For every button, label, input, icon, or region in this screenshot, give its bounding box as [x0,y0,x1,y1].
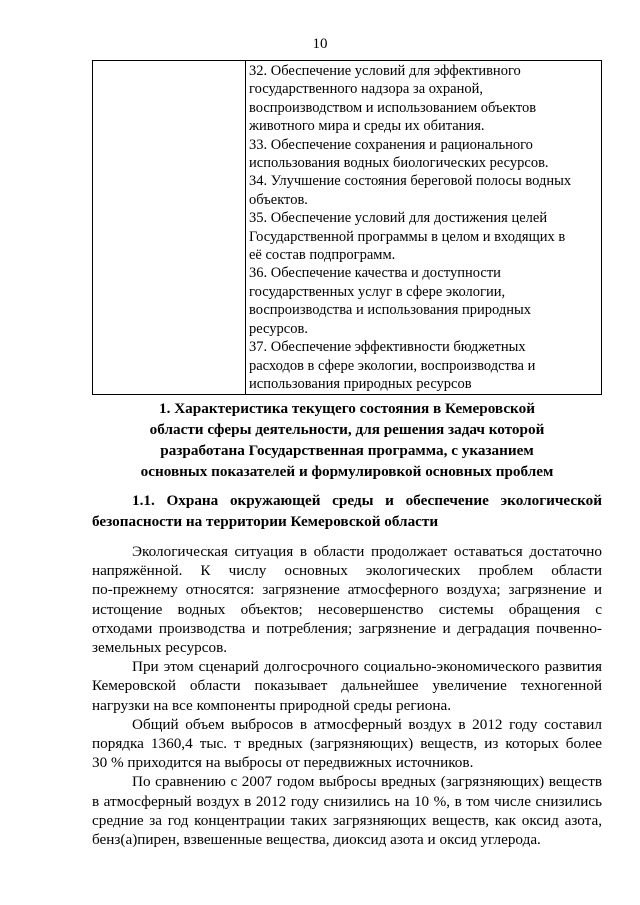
section-heading-line: разработана Государственная программа, с указанием [160,442,534,459]
section-heading-line: 1. Характеристика текущего состояния в Кемеровской [159,400,535,417]
page-number: 10 [312,36,328,52]
paragraph-line: Экологическая ситуация в области продолжает оставаться достаточно [132,543,602,560]
goal-line: государственного надзора за охраной, [249,81,484,98]
paragraph-line: 30 % приходится на выбросы от передвижных источников. [92,754,474,772]
section-heading-line: области сферы деятельности, для решения задач которой [149,421,545,438]
paragraph-line: земельных ресурсов. [92,639,228,657]
paragraph-line: порядка 1360,4 тыс. т вредных (загрязняющих) веществ, из которых более [92,735,602,753]
paragraph-line: При этом сценарий долгосрочного социально-экономического развития [132,658,602,676]
goal-line: 35. Обеспечение условий для достижения целей [249,210,548,227]
goal-line: животного мира и среды их обитания. [249,118,485,135]
paragraph-line: отходами производства и потребления; загрязнение и деградация почвенно- [92,619,602,637]
goal-line: расходов в сфере экологии, воспроизводства и [249,357,536,374]
paragraph-line: По сравнению с 2007 годом выбросы вредных (загрязняющих) веществ [132,773,602,791]
table-row [93,61,602,395]
goal-line: 34. Улучшение состояния береговой полосы водных [249,173,572,190]
goal-line: использования природных ресурсов [249,375,472,392]
goal-line: 32. Обеспечение условий для эффективного [249,63,521,79]
goal-line: 36. Обеспечение качества и доступности [249,265,501,282]
goal-line: государственных услуг в сфере экологии, [249,283,506,300]
paragraph-line: в атмосферный воздух в 2012 году снизились на 10 %, в том числе снизились [92,792,602,810]
goal-line: 37. Обеспечение эффективности бюджетных [249,339,526,356]
paragraph-line: нагрузки на все компоненты природной среды региона. [92,696,452,714]
goal-line: воспроизводством и использованием объектов [249,99,537,116]
goal-line: 33. Обеспечение сохранения и рационального [249,136,533,153]
goal-line: воспроизводства и использования природных [249,302,532,319]
paragraph-line: Общий объем выбросов в атмосферный воздух в 2012 году составил [132,715,602,733]
table-cell-empty [93,61,246,395]
body-text [92,542,602,849]
paragraph-line: бенз(а)пирен, взвешенные вещества, диоксид азота и оксид углерода. [92,831,541,849]
goal-line: её состав подпрограмм. [249,247,396,264]
goal-line: ресурсов. [249,320,308,337]
goal-line: использования водных биологических ресурсов. [249,155,549,172]
subsection-heading-line: безопасности на территории Кемеровской области [92,513,439,530]
paragraph-line: по-прежнему относятся: загрязнение атмосферного воздуха; загрязнение и [92,581,602,599]
paragraph [92,715,602,773]
goals-table [92,60,602,395]
goal-line: объектов. [249,191,308,208]
paragraph [92,657,602,715]
paragraph-line: Кемеровской области показывает дальнейшее увеличение техногенной [92,677,602,695]
section-heading-line: основных показателей и формулировкой основных проблем [140,463,554,480]
paragraph-line: напряжённой. К числу основных экологических проблем области [92,562,602,580]
paragraph [92,542,602,657]
paragraph [92,772,602,849]
paragraph-line: истощение водных объектов; несовершенство системы обращения с [92,600,602,618]
paragraph-line: средние за год концентрации таких загрязняющих веществ, как оксид азота, [92,811,602,829]
table-cell-goals [246,61,602,395]
goal-line: Государственной программы в целом и входящих в [249,228,566,245]
subsection-heading [92,490,602,532]
subsection-heading-line: 1.1. Охрана окружающей среды и обеспечение экологической [132,492,602,509]
section-heading [92,398,602,482]
